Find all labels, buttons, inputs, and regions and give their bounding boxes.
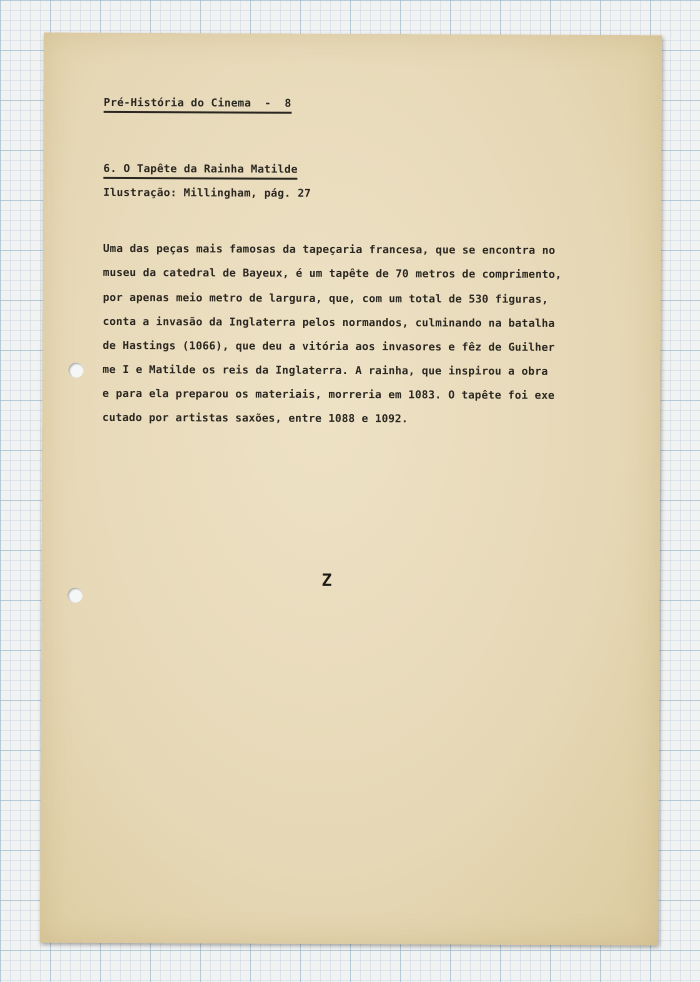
page-header-title: Pré-História do Cinema - 8: [104, 96, 292, 114]
paragraph-line: conta a invasão da Inglaterra pelos normandos, culminando na batalha: [102, 314, 555, 330]
punch-hole: [68, 588, 83, 603]
paragraph-line: museu da catedral de Bayeux, é um tapête de 70 metros de comprimento,: [102, 265, 562, 281]
end-mark: Z: [321, 570, 332, 591]
paragraph-line: cutado por artistas saxões, entre 1088 e 1092.: [102, 410, 409, 426]
paragraph-line: e para ela preparou os materiais, morreria em 1083. O tapête foi exe: [102, 386, 555, 402]
paragraph-line: de Hastings (1066), que deu a vitória aos invasores e fêz de Guilher: [102, 338, 555, 354]
paragraph-line: por apenas meio metro de largura, que, com um total de 530 figuras,: [102, 290, 549, 306]
paragraph-line: me I e Matilde os reis da Inglaterra. A rainha, que inspirou a obra: [102, 362, 549, 378]
section-heading: 6. O Tapête da Rainha Matilde: [103, 162, 297, 180]
paragraph-line: Uma das peças mais famosas da tapeçaria francesa, que se encontra no: [103, 241, 556, 257]
illustration-reference: Ilustração: Millingham, pág. 27: [103, 185, 312, 200]
typewritten-page: [40, 33, 662, 946]
punch-hole: [68, 363, 83, 378]
